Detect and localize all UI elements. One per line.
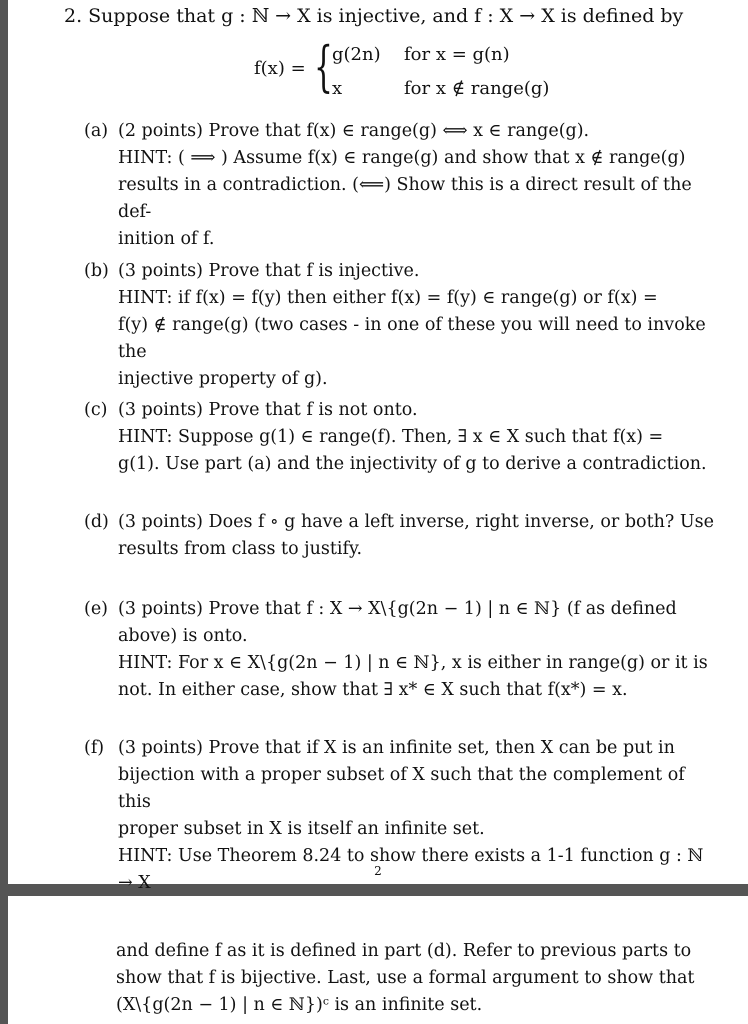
part-text: (3 points) Prove that if X is an infinite set, then X can be put in [118,738,675,758]
part-label: (d) [84,512,109,532]
continuation-text [116,938,720,1019]
page-number: 2 [374,864,382,878]
continuation-line: and define f as it is defined in part (d). Refer to previous parts to [116,941,692,961]
hint-text: HINT: ( ⟹ ) Assume f(x) ∈ range(g) and show that x ∉ range(g) [118,148,686,168]
part-text: (2 points) Prove that f(x) ∈ range(g) ⟺ x ∈ range(g). [118,121,590,141]
hint-text: g(1). Use part (a) and the injectivity of g to derive a contradiction. [118,454,707,474]
hint-text: f(y) ∉ range(g) (two cases - in one of these you will need to invoke the [118,315,706,362]
part-text: proper subset in X is itself an infinite set. [118,819,485,839]
case1-value: g(2n) [332,44,381,65]
hint-text: not. In either case, show that ∃ x* ∈ X such that f(x*) = x. [118,680,628,700]
hint-text: inition of f. [118,229,215,249]
function-definition [254,35,574,100]
part-label: (a) [84,121,109,141]
part-label: (b) [84,261,109,281]
hint-text: HINT: Suppose g(1) ∈ range(f). Then, ∃ x ∈ X such that f(x) = [118,427,664,447]
part-text: (3 points) Prove that f is injective. [118,261,420,281]
part-text: bijection with a proper subset of X such that the complement of this [118,765,685,812]
hint-text: results in a contradiction. (⟸) Show this is a direct result of the def- [118,175,692,222]
definition-lhs: f(x) = [254,58,306,79]
part-c [84,397,716,478]
hint-text: HINT: if f(x) = f(y) then either f(x) = f(y) ∈ range(g) or f(x) = [118,288,658,308]
page-2 [8,896,748,1024]
part-label: (e) [84,599,109,619]
hint-text: HINT: For x ∈ X\{g(2n − 1) | n ∈ ℕ}, x is either in range(g) or it is [118,653,708,673]
hint-text: HINT: Use Theorem 8.24 to show there exists a 1-1 function g : ℕ → X [118,846,704,893]
part-label: (c) [84,400,108,420]
part-text: above) is onto. [118,626,248,646]
case2-value: x [332,78,343,99]
continuation-line: show that f is bijective. Last, use a formal argument to show that [116,968,695,988]
cases-brace: { [314,35,333,98]
page-1 [8,0,748,893]
part-text: (3 points) Prove that f is not onto. [118,400,418,420]
part-text: (3 points) Does f ∘ g have a left inverse, right inverse, or both? Use [118,512,714,532]
part-b [84,258,716,393]
continuation-line: (X\{g(2n − 1) | n ∈ ℕ})ᶜ is an infinite set. [116,995,483,1015]
case1-condition: for x = g(n) [404,44,510,65]
part-text: results from class to justify. [118,539,363,559]
part-text: (3 points) Prove that f : X → X\{g(2n − 1) | n ∈ ℕ} (f as defined [118,599,677,619]
part-label: (f) [84,738,105,758]
case2-condition: for x ∉ range(g) [404,78,550,99]
part-e [84,596,716,704]
problem-heading: 2. Suppose that g : ℕ → X is injective, and f : X → X is defined by [64,5,684,27]
part-d [84,509,716,563]
part-a [84,118,716,253]
hint-text: injective property of g). [118,369,328,389]
